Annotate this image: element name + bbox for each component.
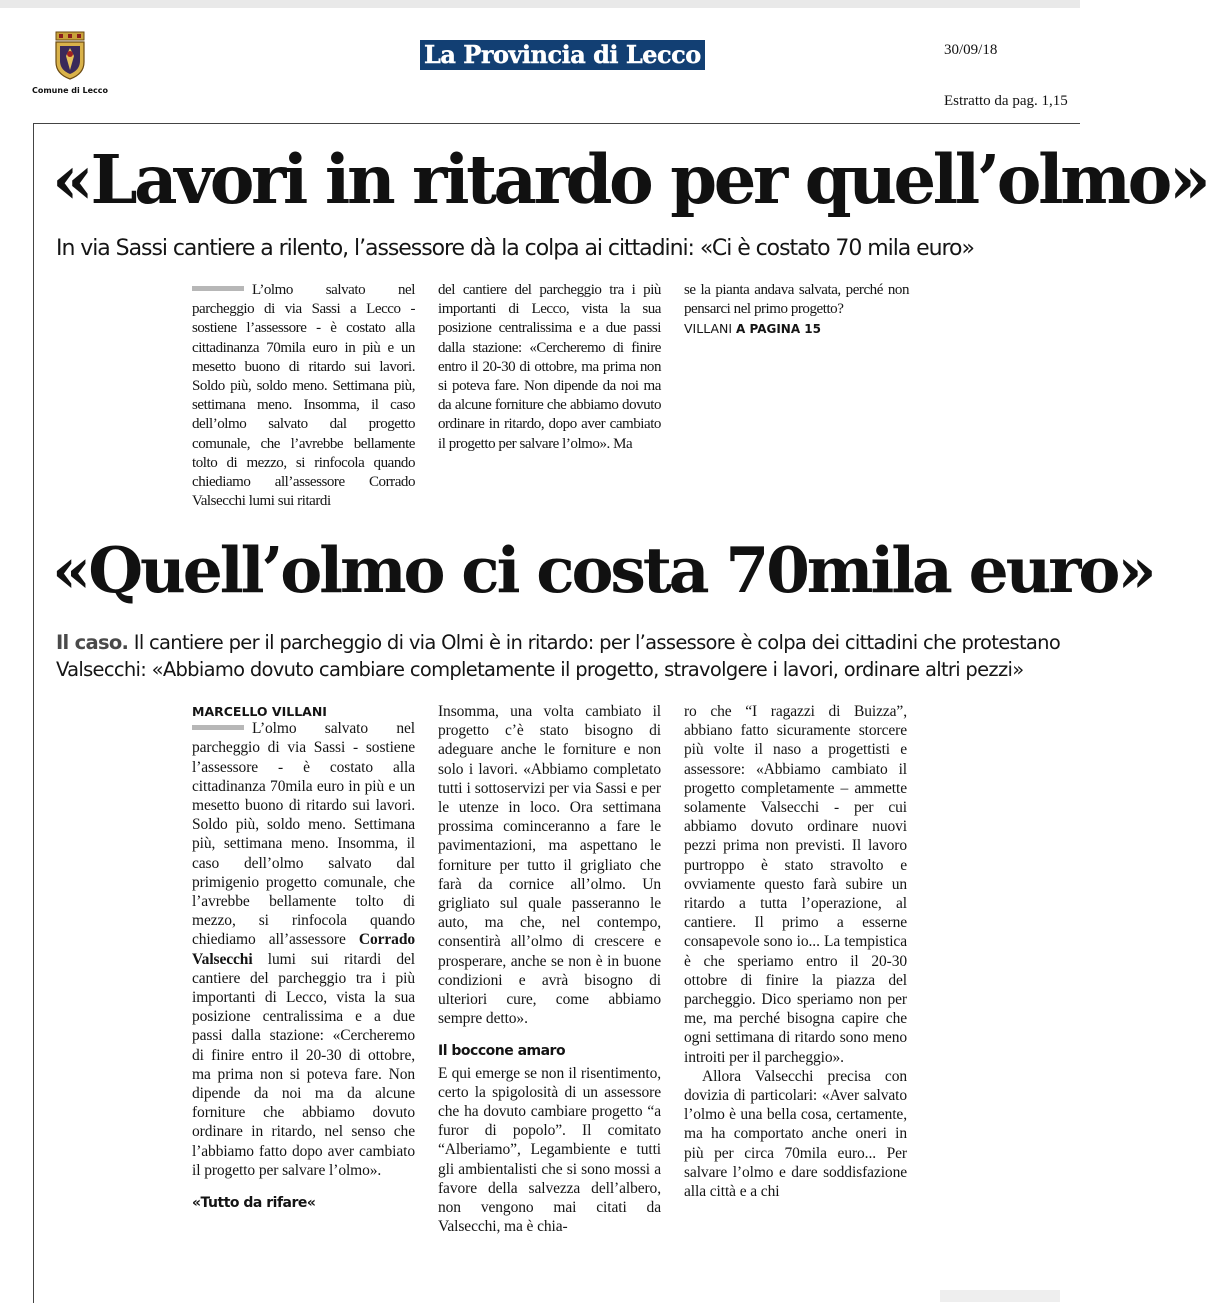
article-column-2 bbox=[438, 702, 661, 1236]
front-column-1 bbox=[192, 281, 415, 511]
article-column-1-text-a: L’olmo salvato nel parcheggio di via Sassi - sostiene l’assessore - è costato alla cittadinanza 70mila euro in più e un mesetto buono di ritardo sui lavori. Soldo più, soldo meno. Settimana più, settimana meno. Insomma, il caso dell’olmo salvato dal primigenio progetto comunale, che l’avrebbe bellamente tolto di mezzo, si rinfocola quando chiediamo all’assessore bbox=[192, 720, 415, 949]
person-name: Corrado Valsecchi bbox=[192, 931, 415, 968]
front-headline: «Lavori in ritardo per quell’olmo» bbox=[52, 140, 1207, 219]
byline: MARCELLO VILLANI bbox=[192, 704, 327, 719]
article-kicker: Il caso. bbox=[56, 631, 129, 654]
coat-of-arms-icon bbox=[52, 32, 88, 80]
masthead: La Provincia di Lecco bbox=[420, 40, 705, 70]
article-column-3-text-a: ro che “I ragazzi di Buizza”, abbiano fatto sicuramente storcere più volte il naso a progettisti e assessore: «Abbiamo cambiato il progetto completamente – ammette solamente Valsecchi - per cui abbiamo dovuto ordinare nuovi pezzi prima non previsti. Il lavoro purtroppo è stato stravolto e ovviamente questo farà subire un ritardo a tutta l’operazione, al cantiere. Il primo a esserne consapevole sono io... La tempistica è che speriamo entro il 20-30 ottobre di finire la piazza del parcheggio. Dico speriamo non per me, ma perché bisogna capire che ogni settimana di ritardo sono meno introiti per il parcheggio». bbox=[684, 703, 907, 1066]
reference-author: VILLANI bbox=[684, 321, 733, 337]
subheading-tutto: «Tutto da rifare« bbox=[192, 1195, 316, 1212]
article-subhead-line-2: Valsecchi: «Abbiamo dovuto cambiare completamente il progetto, stravolgere i lavori, ordinare altri pezzi» bbox=[56, 658, 1024, 681]
page-footer-mark bbox=[940, 1290, 1060, 1302]
article-headline: «Quell’olmo ci costa 70mila euro» bbox=[52, 533, 1154, 607]
article-column-3-text-b: Allora Valsecchi precisa con dovizia di particolari: «Aver salvato l’olmo è una bella cosa, certamente, ma ha comportato anche oneri in più per circa 70mila euro... Per salvare l’olmo e dare soddisfazione alla città e a chi bbox=[684, 1067, 907, 1201]
front-column-2-text: del cantiere del parcheggio tra i più importanti di Lecco, vista la sua posizione centralissima e a due passi dalla stazione: «Cercheremo di finire entro il 20-30 di ottobre, ma prima non si poteva fare. Non dipende da noi ma da alcune forniture che abbiamo dovuto ordinare in ritardo, dopo aver cambiato il progetto per salvare l’olmo». Ma bbox=[438, 282, 661, 452]
issue-date: 30/09/18 bbox=[944, 42, 998, 58]
comune-logo bbox=[30, 28, 110, 98]
page-extract: Estratto da pag. 1,15 bbox=[944, 93, 1068, 109]
article-column-1-text-b: lumi sui ritardi del cantiere del parcheggio tra i più importanti di Lecco, vista la sua posizione centralissima e a due passi dalla stazione: «Cercheremo di finire entro il 20-30 di ottobre, ma prima non si poteva fare. Non dipende da noi ma da alcune forniture che abbiamo dovuto ordinare in ritardo, nel senso che l’abbiamo fatto dopo aver cambiato il progetto per salvare l’olmo». bbox=[192, 950, 415, 1179]
front-column-3-text: se la pianta andava salvata, perché non pensarci nel primo progetto? bbox=[684, 282, 909, 318]
lead-dash bbox=[192, 725, 244, 730]
front-column-2 bbox=[438, 281, 661, 454]
top-border bbox=[0, 0, 1080, 8]
article-column-1 bbox=[192, 702, 415, 1215]
comune-label: Comune di Lecco bbox=[31, 86, 109, 95]
article-column-3 bbox=[684, 702, 907, 1201]
front-column-3 bbox=[684, 281, 909, 340]
article-column-2-text-b: E qui emerge se non il risentimento, certo la spigolosità di un assessore che ha dovuto cambiare progetto “a furor di popolo”. Il comitato “Alberiamo”, Legambiente e tutti gli ambientalisti che si sono mossi a favore della salvezza dell’albero, non vengono mai citati da Valsecchi, ma è chia- bbox=[438, 1064, 661, 1236]
article-subhead-line-1: Il cantiere per il parcheggio di via Olmi è in ritardo: per l’assessore è colpa dei cittadini che protestano bbox=[133, 631, 1061, 654]
front-subhead: In via Sassi cantiere a rilento, l’assessore dà la colpa ai cittadini: «Ci è costato 70 mila euro» bbox=[56, 236, 974, 261]
front-column-1-text: L’olmo salvato nel parcheggio di via Sassi a Lecco - sostiene l’assessore - è costato alla cittadinanza 70mila euro in più e un mesetto buono di ritardo sui lavori. Soldo più, soldo meno. Settimana più, settimana meno. Insomma, il caso dell’olmo salvato dal progetto comunale, che l’avrebbe bellamente tolto di mezzo, si rinfocola quando chiediamo all’assessore Corrado Valsecchi lumi sui ritardi bbox=[192, 282, 415, 510]
subheading-boccone: Il boccone amaro bbox=[438, 1043, 566, 1060]
article-subhead bbox=[56, 629, 1066, 683]
article-column-2-text-a: Insomma, una volta cambiato il progetto c’è stato bisogno di adeguare anche le forniture e non solo i lavori. «Abbiamo completato tutti i sottoservizi per via Sassi e per le utenze in loco. Ora settimana prossima cominceranno a fare le pavimentazioni, ma aspettano le forniture per tutto il grigliato che farà da cornice all’olmo. Un grigliato sul quale passeranno le auto, ma che, nel contempo, consentirà all’olmo di crescere e prosperare, anche se non è in buone condizioni e avrà bisogno di ulteriori cure, come abbiamo sempre detto». bbox=[438, 703, 661, 1028]
lead-dash bbox=[192, 286, 244, 291]
page-reference bbox=[684, 319, 909, 339]
reference-page: A PAGINA 15 bbox=[736, 322, 821, 337]
